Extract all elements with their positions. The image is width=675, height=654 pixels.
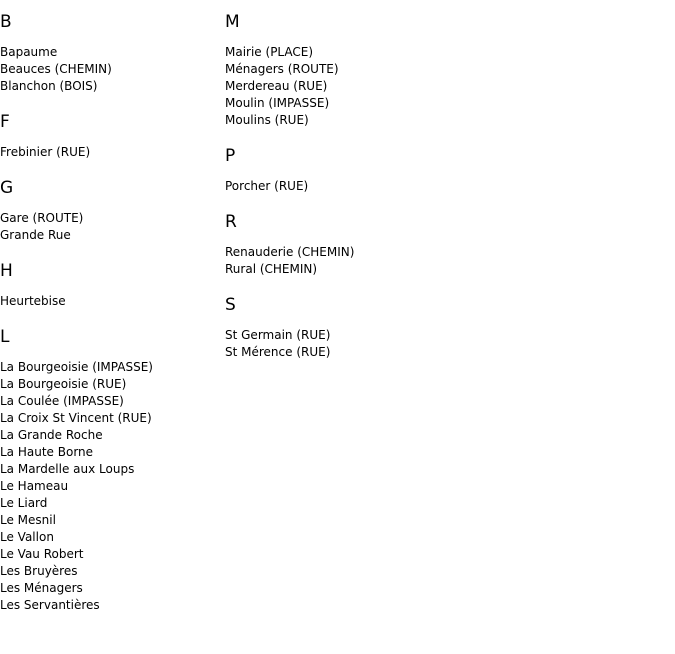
street-item-moulins-rue: Moulins (RUE) <box>225 113 309 127</box>
street-item-rural-chemin: Rural (CHEMIN) <box>225 262 318 276</box>
street-item-menagers-route: Ménagers (ROUTE) <box>225 62 339 76</box>
street-index-left-column <box>0 0 220 614</box>
street-item-beauces-chemin: Beauces (CHEMIN) <box>0 62 112 76</box>
street-item-la-haute-borne: La Haute Borne <box>0 445 94 459</box>
letter-heading-b: B <box>0 12 12 32</box>
street-list <box>0 144 220 161</box>
street-item-heurtebise: Heurtebise <box>0 294 66 308</box>
letter-group-b <box>0 12 220 95</box>
street-list <box>225 327 445 361</box>
street-item-frebinier-rue: Frebinier (RUE) <box>0 145 91 159</box>
letter-group-m <box>225 12 445 129</box>
letter-heading-h: H <box>0 261 13 281</box>
letter-group-r <box>225 212 445 278</box>
street-list <box>225 178 445 195</box>
street-item-le-vallon: Le Vallon <box>0 530 54 544</box>
street-item-la-bourgeoisie-impasse: La Bourgeoisie (IMPASSE) <box>0 360 153 374</box>
street-item-la-croix-st-vincent-rue: La Croix St Vincent (RUE) <box>0 411 152 425</box>
letter-group-p <box>225 146 445 195</box>
street-item-gare-route: Gare (ROUTE) <box>0 211 84 225</box>
letter-group-s <box>225 295 445 361</box>
street-item-blanchon-bois: Blanchon (BOIS) <box>0 79 98 93</box>
street-item-st-merence-rue: St Mérence (RUE) <box>225 345 331 359</box>
letter-heading-m: M <box>225 12 240 32</box>
letter-group-f <box>0 112 220 161</box>
letter-group-l <box>0 327 220 614</box>
street-item-le-hameau: Le Hameau <box>0 479 69 493</box>
street-item-les-servantieres: Les Servantières <box>0 598 100 612</box>
street-item-les-menagers: Les Ménagers <box>0 581 83 595</box>
street-item-le-vau-robert: Le Vau Robert <box>0 547 84 561</box>
street-list <box>0 359 220 614</box>
letter-group-g <box>0 178 220 244</box>
street-item-moulin-impasse: Moulin (IMPASSE) <box>225 96 330 110</box>
street-item-mairie-place: Mairie (PLACE) <box>225 45 314 59</box>
letter-heading-g: G <box>0 178 14 198</box>
street-item-renauderie-chemin: Renauderie (CHEMIN) <box>225 245 355 259</box>
street-item-grande-rue: Grande Rue <box>0 228 71 242</box>
street-item-porcher-rue: Porcher (RUE) <box>225 179 309 193</box>
letter-group-h <box>0 261 220 310</box>
letter-heading-s: S <box>225 295 236 315</box>
street-index-right-column <box>225 0 445 361</box>
street-item-st-germain-rue: St Germain (RUE) <box>225 328 331 342</box>
street-list <box>0 44 220 95</box>
street-item-la-bourgeoisie-rue: La Bourgeoisie (RUE) <box>0 377 127 391</box>
street-item-bapaume: Bapaume <box>0 45 58 59</box>
letter-heading-r: R <box>225 212 237 232</box>
street-list <box>0 293 220 310</box>
letter-heading-f: F <box>0 112 10 132</box>
letter-heading-p: P <box>225 146 236 166</box>
street-item-les-bruyeres: Les Bruyères <box>0 564 78 578</box>
street-item-merdereau-rue: Merdereau (RUE) <box>225 79 328 93</box>
street-item-la-mardelle-aux-loups: La Mardelle aux Loups <box>0 462 135 476</box>
street-list <box>225 244 445 278</box>
street-list <box>225 44 445 129</box>
letter-heading-l: L <box>0 327 10 347</box>
street-item-la-grande-roche: La Grande Roche <box>0 428 103 442</box>
street-item-la-coulee-impasse: La Coulée (IMPASSE) <box>0 394 124 408</box>
street-list <box>0 210 220 244</box>
street-item-le-mesnil: Le Mesnil <box>0 513 56 527</box>
street-item-le-liard: Le Liard <box>0 496 48 510</box>
